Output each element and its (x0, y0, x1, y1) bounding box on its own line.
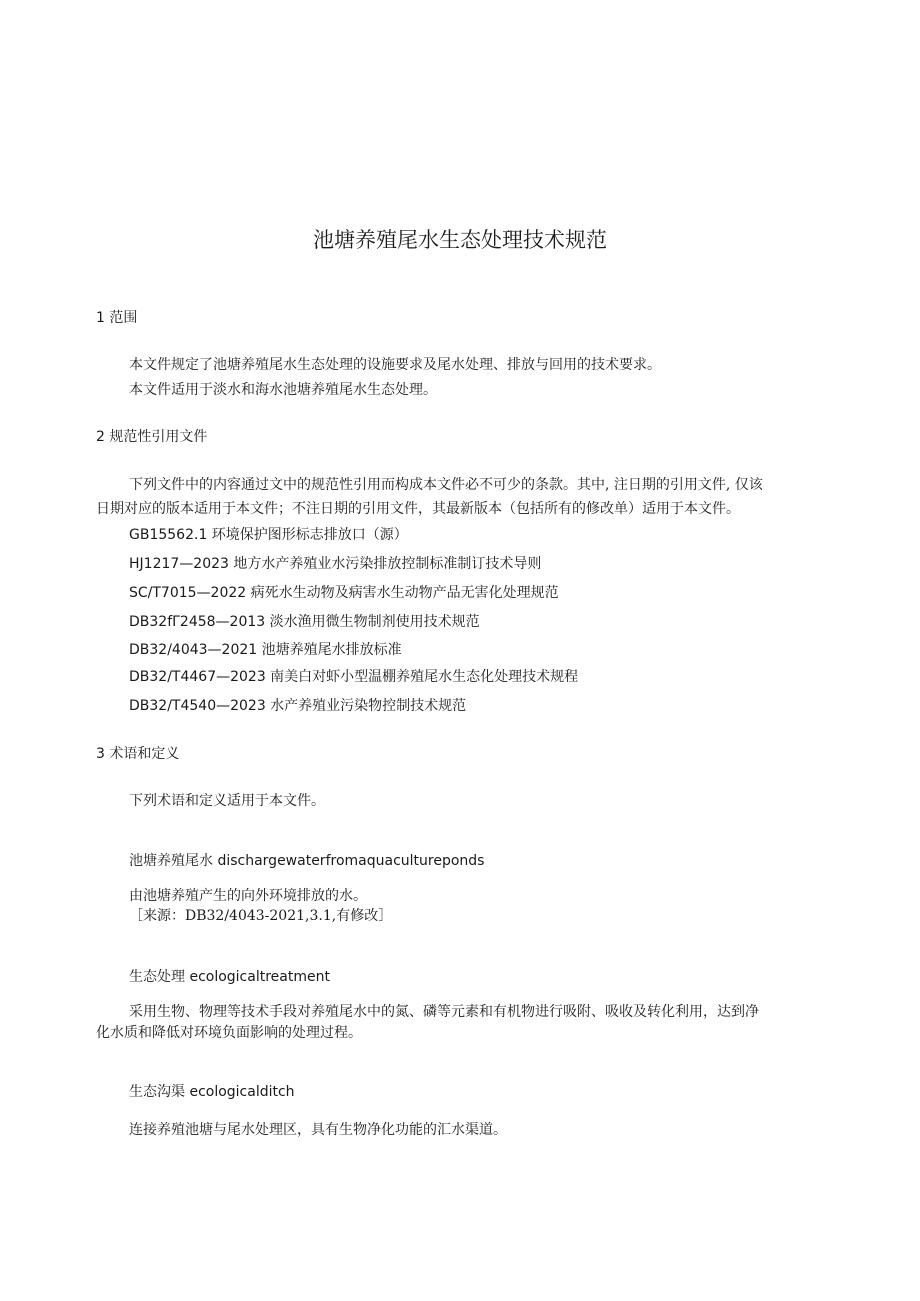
section-2-paragraph-line-1: 下列文件中的内容通过文中的规范性引用而构成本文件必不可少的条款。其中, 注日期的引用文件, 仅该 (129, 477, 763, 493)
document-title: 池塘养殖尾水生态处理技术规范 (313, 228, 607, 252)
section-2-heading: 2 规范性引用文件 (96, 429, 208, 445)
reference-item: DB32/4043—2021 池塘养殖尾水排放标准 (129, 642, 402, 658)
reference-item: DB32/T4540—2023 水产养殖业污染物控制技术规范 (129, 698, 467, 714)
term-1: 池塘养殖尾水 dischargewaterfromaquacultureponds (129, 853, 485, 869)
term-2-definition-line-1: 采用生物、物理等技术手段对养殖尾水中的氮、磷等元素和有机物进行吸附、吸收及转化利用，达到净 (129, 1004, 759, 1020)
section-1-paragraph-2: 本文件适用于淡水和海水池塘养殖尾水生态处理。 (129, 382, 437, 398)
term-3: 生态沟渠 ecologicalditch (129, 1084, 295, 1100)
section-3-heading: 3 术语和定义 (96, 746, 180, 762)
reference-item: GB15562.1 环境保护图形标志排放口（源） (129, 527, 408, 543)
section-1-paragraph-1: 本文件规定了池塘养殖尾水生态处理的设施要求及尾水处理、排放与回用的技术要求。 (129, 357, 661, 373)
reference-item: DB32/T4467—2023 南美白对虾小型温棚养殖尾水生态化处理技术规程 (129, 669, 579, 685)
term-1-definition: 由池塘养殖产生的向外环境排放的水。 (129, 888, 367, 904)
term-3-definition: 连接养殖池塘与尾水处理区，具有生物净化功能的汇水渠道。 (129, 1122, 507, 1138)
term-1-source: ［来源：DB32/4043-2021,3.1,有修改］ (129, 908, 393, 924)
term-2: 生态处理 ecologicaltreatment (129, 969, 330, 985)
term-2-definition-line-2: 化水质和降低对环境负面影响的处理过程。 (96, 1025, 362, 1041)
section-1-heading: 1 范围 (96, 310, 138, 326)
reference-item: HJ1217—2023 地方水产养殖业水污染排放控制标准制订技术导则 (129, 556, 542, 572)
section-2-paragraph-line-2: 日期对应的版本适用于本文件；不注日期的引用文件，其最新版本（包括所有的修改单）适用于本文件。 (96, 501, 740, 517)
section-3-intro: 下列术语和定义适用于本文件。 (129, 793, 325, 809)
reference-item: DB32fΓ2458—2013 淡水渔用微生物制剂使用技术规范 (129, 614, 480, 630)
reference-item: SC/T7015—2022 病死水生动物及病害水生动物产品无害化处理规范 (129, 585, 559, 601)
